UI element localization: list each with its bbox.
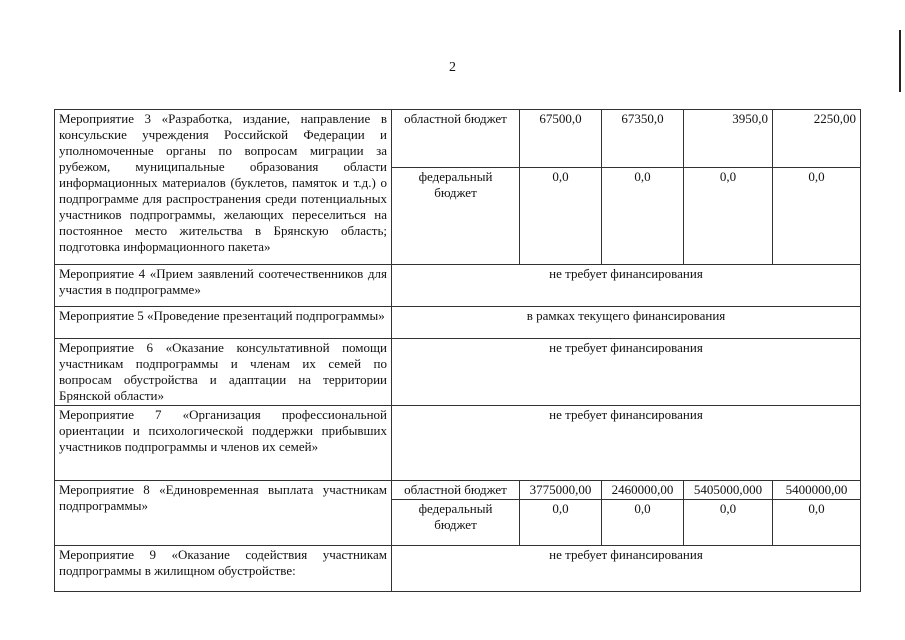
activity-cell: Мероприятие 9 «Оказание содействия участникам подпрограммы в жилищном обустройстве:: [55, 546, 392, 592]
table-row: [55, 307, 861, 339]
amount-cell: 0,0: [684, 168, 773, 265]
funding-note-cell: не требует финансирования: [392, 265, 861, 307]
amount-cell: 0,0: [520, 168, 602, 265]
table-row: [55, 339, 861, 406]
amount-cell: 5400000,00: [773, 481, 861, 500]
amount-cell: 0,0: [602, 168, 684, 265]
amount-cell: 3950,0: [684, 110, 773, 168]
funding-note-cell: не требует финансирования: [392, 406, 861, 481]
funding-note-cell: не требует финансирования: [392, 546, 861, 592]
funding-source-cell: федеральный бюджет: [392, 168, 520, 265]
table-row: [55, 406, 861, 481]
amount-cell: 3775000,00: [520, 481, 602, 500]
amount-cell: 2460000,00: [602, 481, 684, 500]
amount-cell: 0,0: [684, 500, 773, 546]
table-row: [55, 110, 861, 168]
funding-source-cell: федеральный бюджет: [392, 500, 520, 546]
activity-cell: Мероприятие 7 «Организация профессиональной ориентации и психологической поддержки прибывших участников подпрограммы и членов их семей»: [55, 406, 392, 481]
funding-note-cell: не требует финансирования: [392, 339, 861, 406]
amount-cell: 0,0: [520, 500, 602, 546]
table-row: [55, 546, 861, 592]
activity-cell: Мероприятие 6 «Оказание консультативной помощи участникам подпрограммы и членам их семей по вопросам обустройства и адаптации на территории Брянской области»: [55, 339, 392, 406]
amount-cell: 0,0: [773, 168, 861, 265]
edge-mark: [899, 30, 901, 92]
amount-cell: 67500,0: [520, 110, 602, 168]
page-number: 2: [449, 60, 456, 75]
funding-table: [54, 109, 861, 592]
activity-cell: Мероприятие 8 «Единовременная выплата участникам подпрограммы»: [55, 481, 392, 546]
amount-cell: 2250,00: [773, 110, 861, 168]
amount-cell: 0,0: [773, 500, 861, 546]
activity-cell: Мероприятие 5 «Проведение презентаций подпрограммы»: [55, 307, 392, 339]
activity-cell: Мероприятие 4 «Прием заявлений соотечественников для участия в подпрограмме»: [55, 265, 392, 307]
funding-note-cell: в рамках текущего финансирования: [392, 307, 861, 339]
amount-cell: 67350,0: [602, 110, 684, 168]
table-row: [55, 265, 861, 307]
amount-cell: 5405000,000: [684, 481, 773, 500]
table-row: [55, 481, 861, 500]
funding-source-cell: областной бюджет: [392, 110, 520, 168]
activity-cell: Мероприятие 3 «Разработка, издание, направление в консульские учреждения Российской Федерации и уполномоченные органы по вопросам миграции за рубежом, муниципальные образования области информационных материалов (буклетов, памяток и т.д.) о подпрограмме для распространения среди потенциальных участников подпрограммы, желающих переселиться на постоянное место жительства в Брянскую область; подготовка информационного пакета»: [55, 110, 392, 265]
funding-source-cell: областной бюджет: [392, 481, 520, 500]
amount-cell: 0,0: [602, 500, 684, 546]
